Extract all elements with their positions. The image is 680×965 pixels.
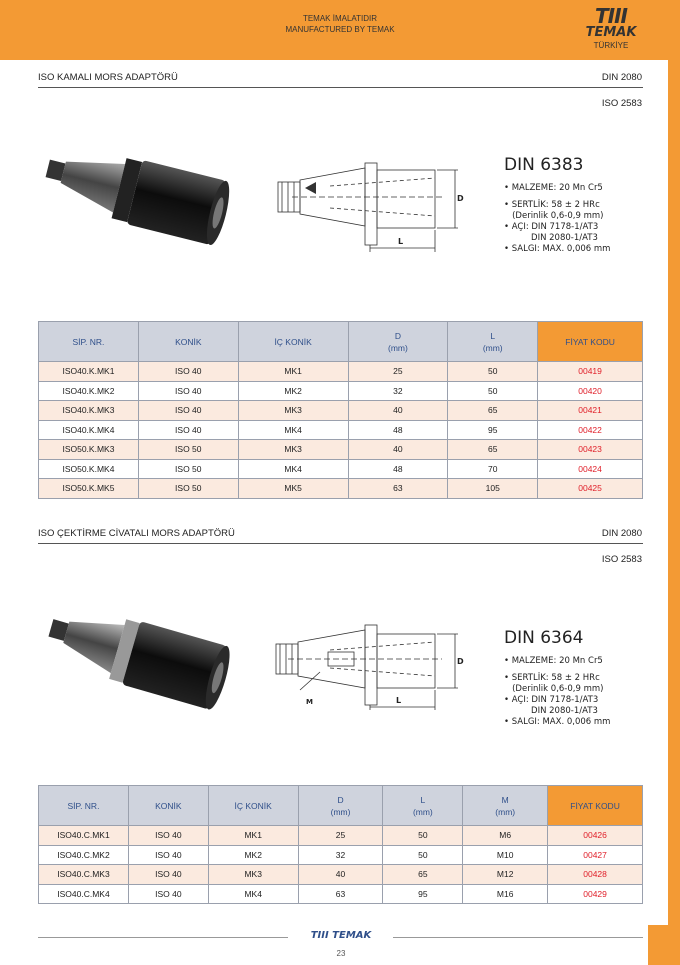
technical-drawing-2: [270, 622, 465, 712]
logo-mark: TIII: [595, 4, 627, 28]
spec-1-depth: (Derinlik 0,6-0,9 mm): [504, 211, 604, 221]
drawing-1-label-l: L: [398, 237, 404, 246]
col-l: L (mm): [448, 322, 538, 362]
spec-2-angle2: DIN 2080-1/AT3: [504, 706, 598, 716]
temak-logo: [576, 6, 646, 50]
table-row: ISO40.K.MK4 ISO 40 MK4 48 95 00422: [39, 420, 643, 440]
col-konik: KONİK: [128, 786, 208, 826]
footer-band: [648, 925, 680, 965]
spec-2-angle: • AÇI: DIN 7178-1/AT3: [504, 695, 599, 705]
drawing-2-label-l: L: [396, 696, 402, 705]
table-row: ISO40.C.MK2 ISO 40 MK2 32 50 M10 00427: [39, 845, 643, 865]
drawing-1-label-d: D: [457, 194, 464, 203]
table-row: ISO50.K.MK5 ISO 50 MK5 63 105 00425: [39, 479, 643, 499]
spec-block-1: [504, 155, 610, 255]
spec-1-code: DIN 6383: [504, 155, 584, 175]
spec-1-angle: • AÇI: DIN 7178-1/AT3: [504, 222, 599, 232]
table-row: ISO40.K.MK3 ISO 40 MK3 40 65 00421: [39, 401, 643, 421]
col-konik: KONİK: [138, 322, 238, 362]
footer-rule-right: [393, 937, 643, 938]
price-table-2: [38, 785, 643, 904]
drawing-2-label-d: D: [457, 657, 464, 666]
col-ickonik: İÇ KONİK: [238, 322, 348, 362]
footer-logo: TIII TEMAK: [310, 930, 372, 941]
table-row: ISO40.K.MK2 ISO 40 MK2 32 50 00420: [39, 381, 643, 401]
section-2-din: DIN 2080: [601, 528, 642, 539]
logo-name: TEMAK: [585, 25, 637, 40]
col-l: L (mm): [383, 786, 463, 826]
spec-1-runout: • SALGI: MAX. 0,006 mm: [504, 244, 611, 254]
spec-2-depth: (Derinlik 0,6-0,9 mm): [504, 684, 604, 694]
adapter-photo-2: [38, 600, 238, 715]
col-sip: SİP. NR.: [39, 786, 129, 826]
col-d: D (mm): [348, 322, 448, 362]
section-1-iso: ISO 2583: [601, 98, 642, 109]
spec-2-code: DIN 6364: [504, 628, 584, 648]
spec-1-hardness: • SERTLİK: 58 ± 2 HRc: [504, 200, 600, 210]
section-1-divider: [38, 87, 643, 88]
section-2-divider: [38, 543, 643, 544]
table-row: ISO50.K.MK4 ISO 50 MK4 48 70 00424: [39, 459, 643, 479]
technical-drawing-1: [270, 160, 465, 255]
adapter-photo-1: [38, 140, 238, 250]
table-row: ISO40.C.MK3 ISO 40 MK3 40 65 M12 00428: [39, 865, 643, 885]
spec-2-runout: • SALGI: MAX. 0,006 mm: [504, 717, 611, 727]
table-row: ISO40.C.MK4 ISO 40 MK4 63 95 M16 00429: [39, 884, 643, 904]
section-2-iso: ISO 2583: [601, 554, 642, 565]
col-fiyat: FİYAT KODU: [548, 786, 643, 826]
col-ickonik: İÇ KONİK: [208, 786, 298, 826]
spec-block-2: [504, 628, 610, 728]
drawing-2-label-m: M: [306, 698, 313, 706]
section-1-din: DIN 2080: [601, 72, 642, 83]
col-sip: SİP. NR.: [39, 322, 139, 362]
table-row: ISO40.K.MK1 ISO 40 MK1 25 50 00419: [39, 362, 643, 382]
spec-1-angle2: DIN 2080-1/AT3: [504, 233, 598, 243]
header-line-2: MANUFACTURED BY TEMAK: [285, 25, 395, 34]
page-number: 23: [336, 949, 346, 958]
col-m: M (mm): [463, 786, 548, 826]
price-table-1: [38, 321, 643, 499]
header-text: [240, 13, 440, 35]
header-line-1: TEMAK İMALATIDIR: [302, 14, 378, 23]
section-2-title: ISO ÇEKTİRME CİVATALI MORS ADAPTÖRÜ: [38, 528, 235, 539]
side-band: [668, 60, 680, 965]
table-row: ISO50.K.MK3 ISO 50 MK3 40 65 00423: [39, 440, 643, 460]
col-fiyat: FİYAT KODU: [538, 322, 643, 362]
section-1-title: ISO KAMALI MORS ADAPTÖRÜ: [38, 72, 178, 83]
spec-1-material: • MALZEME: 20 Mn Cr5: [504, 183, 603, 193]
spec-2-hardness: • SERTLİK: 58 ± 2 HRc: [504, 673, 600, 683]
col-d: D (mm): [298, 786, 383, 826]
footer-rule-left: [38, 937, 288, 938]
spec-2-material: • MALZEME: 20 Mn Cr5: [504, 656, 603, 666]
logo-country: TÜRKİYE: [593, 41, 629, 50]
table-row: ISO40.C.MK1 ISO 40 MK1 25 50 M6 00426: [39, 826, 643, 846]
